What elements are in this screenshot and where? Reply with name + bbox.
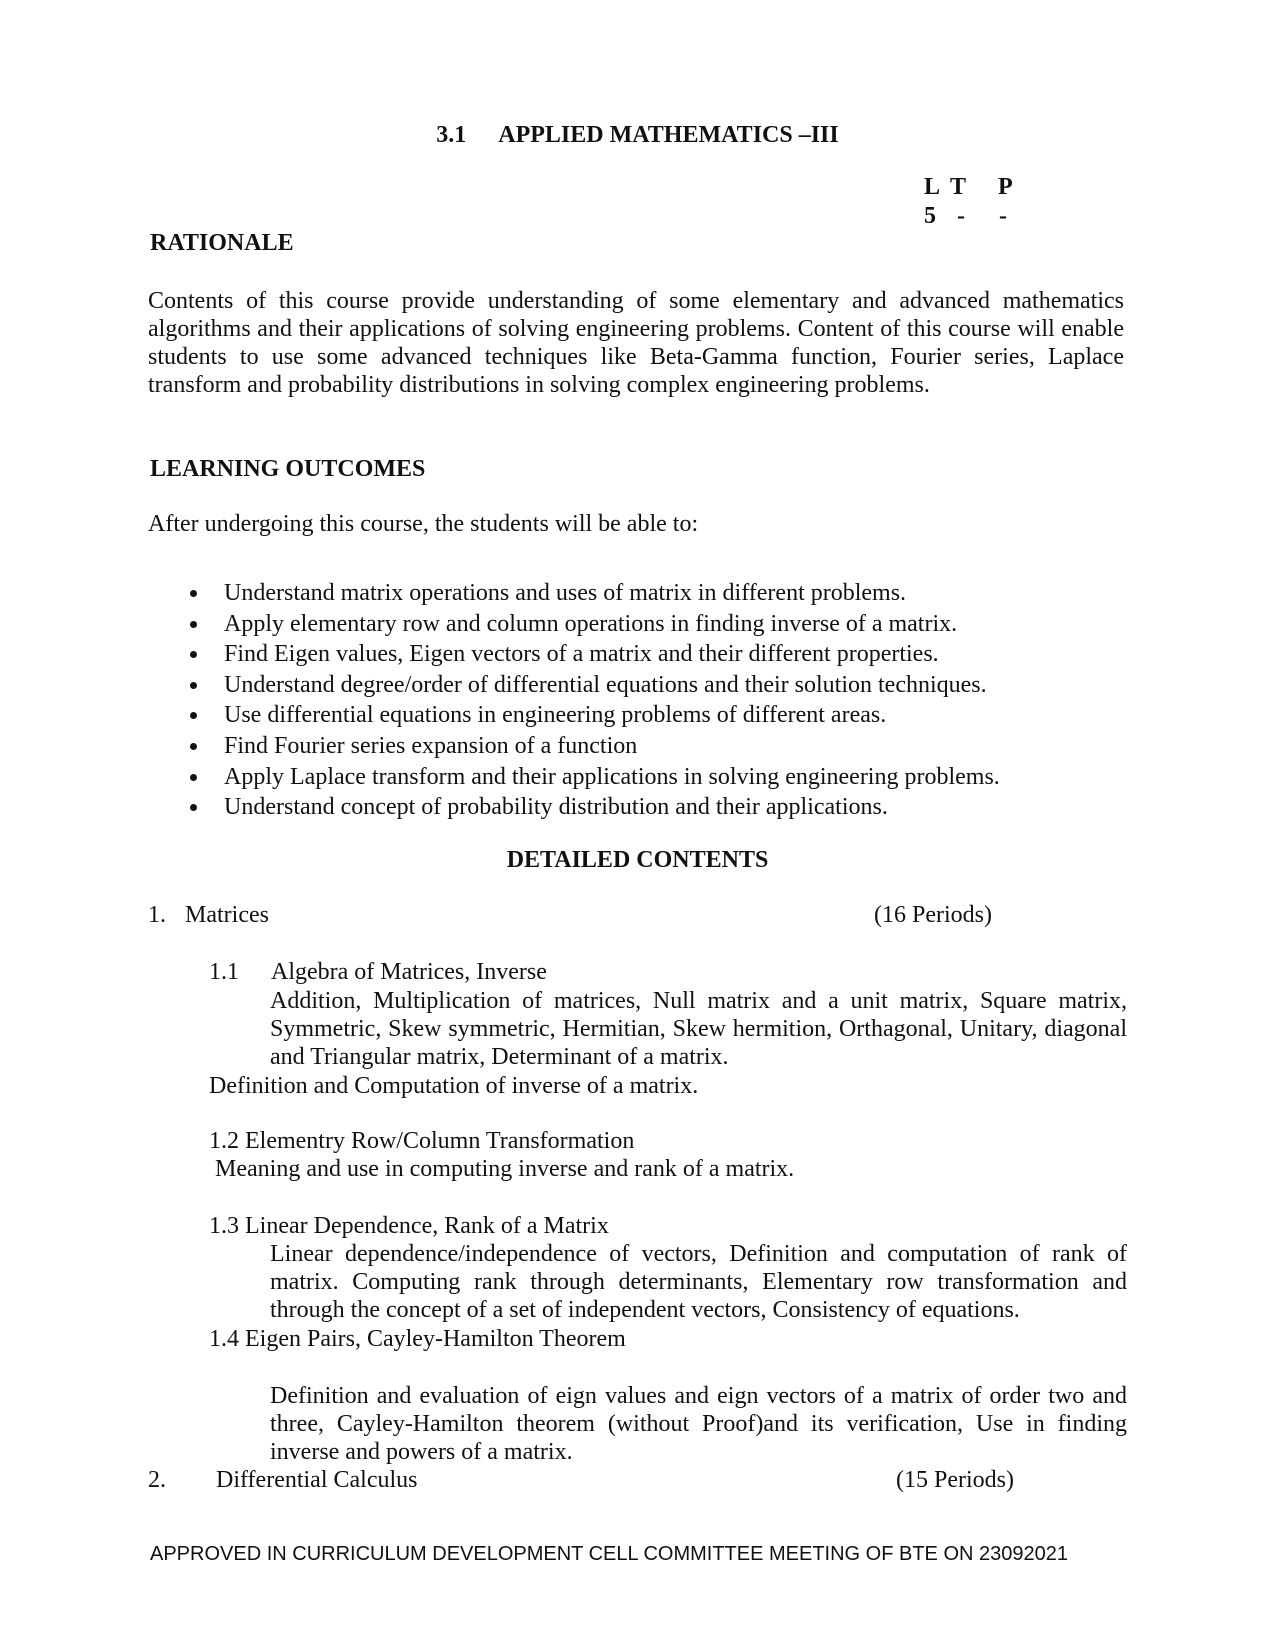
learning-outcomes-intro: After undergoing this course, the students will be able to:: [148, 511, 699, 537]
section-note: Definition and Computation of inverse of a matrix.: [209, 1073, 699, 1099]
section-title: 1.3 Linear Dependence, Rank of a Matrix: [209, 1213, 609, 1239]
list-item: Apply Laplace transform and their applications in solving engineering problems.: [190, 762, 1000, 793]
unit-number: 1.: [148, 902, 166, 928]
ltp-header-p: P: [998, 174, 1013, 200]
ltp-value-l: 5: [924, 203, 936, 229]
list-item: Understand degree/order of differential equations and their solution techniques.: [190, 670, 1000, 701]
section-body: Linear dependence/independence of vectors, Definition and computation of rank of matrix. Computing rank through determinants, Elementary row transformation and through the concept of a set of independent vectors, Consistency of equations.: [270, 1241, 1127, 1323]
unit-periods: (15 Periods): [896, 1467, 1014, 1493]
unit-title: Matrices: [185, 902, 269, 928]
footer-approval: APPROVED IN CURRICULUM DEVELOPMENT CELL COMMITTEE MEETING OF BTE ON 23092021: [150, 1543, 1068, 1565]
section-body: Addition, Multiplication of matrices, Null matrix and a unit matrix, Square matrix, Symmetric, Skew symmetric, Hermitian, Skew hermition, Orthagonal, Unitary, diagonal and Triangular matrix, Determinant of a matrix.: [270, 988, 1127, 1070]
learning-outcomes-heading: LEARNING OUTCOMES: [150, 456, 426, 482]
list-item: Use differential equations in engineering problems of different areas.: [190, 700, 1000, 731]
bullet-icon: [190, 621, 197, 628]
section-body: Definition and evaluation of eign values and eign vectors of a matrix of order two and three, Cayley-Hamilton theorem (without Proof)and its verification, Use in finding inverse and powers of a matrix.: [270, 1383, 1127, 1465]
bullet-icon: [190, 712, 197, 719]
section-title: Algebra of Matrices, Inverse: [271, 959, 547, 985]
bullet-icon: [190, 774, 197, 781]
bullet-icon: [190, 590, 197, 597]
unit-number: 2.: [148, 1467, 166, 1493]
unit-title: Differential Calculus: [216, 1467, 418, 1493]
list-item: Understand matrix operations and uses of matrix in different problems.: [190, 578, 1000, 609]
bullet-icon: [190, 682, 197, 689]
ltp-value-t: -: [957, 203, 965, 229]
course-name: APPLIED MATHEMATICS –III: [498, 122, 839, 148]
list-item: Find Eigen values, Eigen vectors of a matrix and their different properties.: [190, 639, 1000, 670]
unit-periods: (16 Periods): [874, 902, 992, 928]
bullet-icon: [190, 651, 197, 658]
ltp-header-l: L: [924, 174, 941, 200]
bullet-icon: [190, 804, 197, 811]
ltp-header-t: T: [950, 174, 967, 200]
rationale-heading: RATIONALE: [150, 230, 294, 256]
detailed-contents-heading: DETAILED CONTENTS: [506, 847, 769, 873]
ltp-value-p: -: [999, 203, 1007, 229]
bullet-icon: [190, 743, 197, 750]
course-number: 3.1: [436, 122, 467, 148]
course-title: [0, 122, 1275, 149]
outcomes-list: [190, 578, 1000, 823]
list-item: Understand concept of probability distribution and their applications.: [190, 792, 1000, 823]
list-item: Find Fourier series expansion of a function: [190, 731, 1000, 762]
rationale-text: Contents of this course provide understanding of some elementary and advanced mathematics algorithms and their applications of solving engineering problems. Content of this course will enable students to use some advanced techniques like Beta-Gamma function, Fourier series, Laplace transform and probability distributions in solving complex engineering problems.: [148, 288, 1124, 398]
list-item: Apply elementary row and column operations in finding inverse of a matrix.: [190, 609, 1000, 640]
section-title: 1.2 Elementry Row/Column Transformation: [209, 1128, 635, 1154]
section-title: 1.4 Eigen Pairs, Cayley-Hamilton Theorem: [209, 1326, 626, 1352]
section-body: Meaning and use in computing inverse and rank of a matrix.: [215, 1156, 795, 1182]
section-number: 1.1: [209, 959, 239, 985]
